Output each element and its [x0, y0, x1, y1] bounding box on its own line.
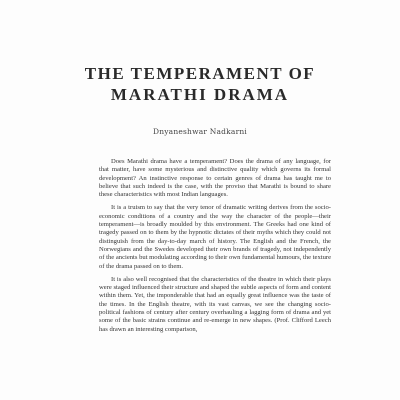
paragraph-2: It is a truism to say that the very tenor of dramatic writing derives from the socio-economic conditions of a country and the way the character of the people—their temperament—is broadly moulded by this environment. The Greeks had one kind of tragedy passed on to them by the hypnotic dictates of their myths which they could not distinguish from the day-to-day march of history. The English and the French, the Norwegians and the Swedes developed their own brands of tragedy, not independently of the ancients but modulating according to their own fundamental humours, the texture of the drama passed on to them.	[99, 204, 332, 270]
article-body	[99, 158, 331, 338]
paragraph-3: It is also well recognised that the characteristics of the theatre in which their plays were staged influenced their structure and shaped the subtle aspects of form and content within them. Yet, the imponderable that had an equally great influence was the taste of the times. In the English theatre, with its vast canvas, we see the changing socio-political fashions of century after century overhauling a lagging form of drama and yet some of the basic strains continue and re-emerge in new shapes. (Prof. Clifford Leech has drawn an interesting comparison,	[99, 275, 331, 333]
article-title-line-2: MARATHI DRAMA	[110, 85, 290, 104]
author-name: Dnyaneshwar Nadkarni	[152, 127, 248, 136]
paragraph-1: Does Marathi drama have a temperament? Does the drama of any language, for that matter, have some mysterious and distinctive quality which governs its formal development? An instinctive response to certain genres of drama has taught me to believe that such indeed is the case, with the proviso that Marathi is bound to share these characteristics with most Indian languages.	[99, 158, 331, 199]
article-title-line-1: THE TEMPERAMENT OF	[84, 64, 316, 83]
